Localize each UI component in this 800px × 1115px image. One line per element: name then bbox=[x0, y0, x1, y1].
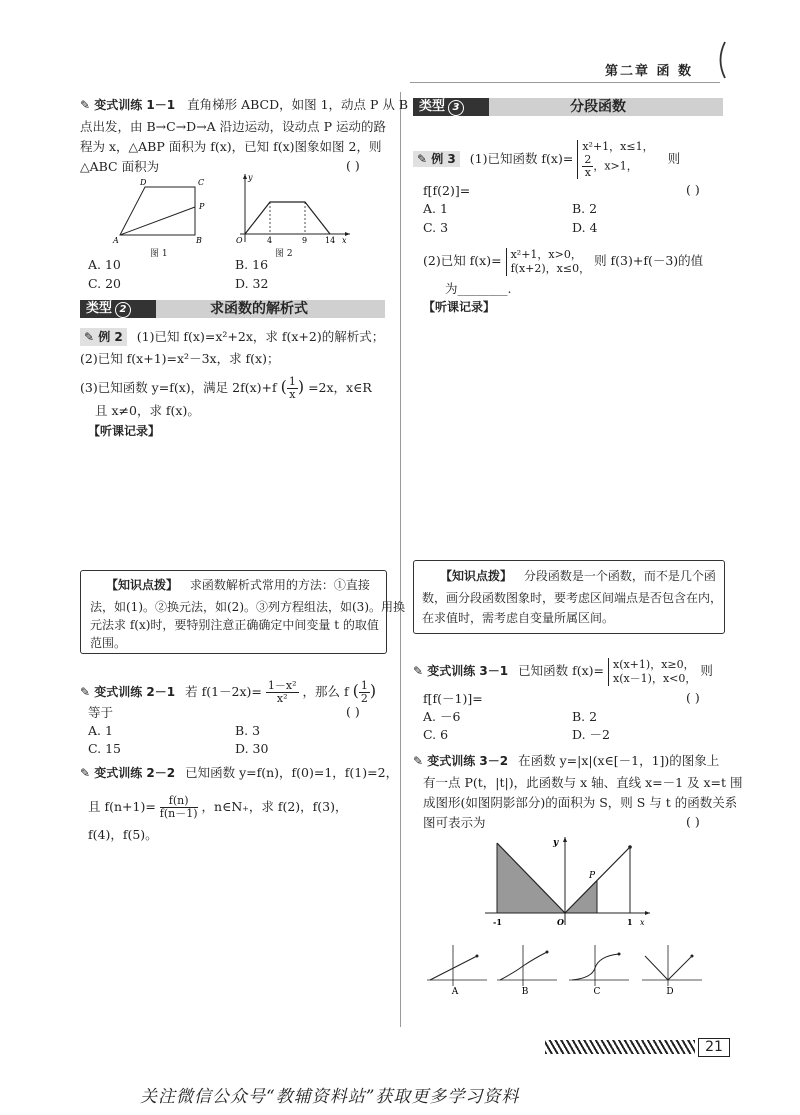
svg-text:O: O bbox=[557, 917, 564, 927]
option-c[interactable]: C. 6 bbox=[423, 727, 449, 742]
v31-line2: f[f(－1)]= bbox=[423, 691, 483, 706]
svg-text:x: x bbox=[640, 918, 645, 927]
tip-line2: 法，如(1)。②换元法，如(2)。③列方程组法，如(3)。用换 bbox=[90, 600, 405, 614]
option-a[interactable]: A. 10 bbox=[88, 257, 121, 272]
piecewise-definition: x²+1，x≤1， $\frac{2}{x}$ ，x>1， bbox=[577, 140, 653, 179]
svg-text:A: A bbox=[451, 987, 459, 997]
ex3-line2: f[f(2)]= bbox=[423, 183, 471, 198]
svg-text:C: C bbox=[593, 987, 601, 997]
v11-line1: 直角梯形 ABCD，如图 1，动点 P 从 B bbox=[187, 97, 409, 112]
svg-text:1: 1 bbox=[627, 917, 633, 927]
v22-line2: 且 f(n+1)= $\frac{f(n)}{f(n-1)}$ ，n∈N₊，求 f(2)，f(3)， bbox=[88, 794, 348, 820]
option-d[interactable]: D. －2 bbox=[572, 727, 610, 742]
page-number: 21 bbox=[698, 1038, 730, 1057]
variant-3-2: ✎ 变式训练 3－2 在函数 y=|x|(x∈[－1，1])的图象上 bbox=[413, 753, 720, 768]
v11-line2: 点出发，由 B→C→D→A 沿边运动，设动点 P 运动的路 bbox=[80, 119, 387, 134]
option-c[interactable]: C. 3 bbox=[423, 220, 449, 235]
fig1-label: P bbox=[199, 202, 205, 211]
option-d[interactable]: D. 30 bbox=[235, 741, 269, 756]
option-a[interactable]: A. 1 bbox=[423, 201, 448, 216]
tip-line1: 【知识点拨】 求函数解析式常用的方法：①直接 bbox=[106, 578, 370, 592]
example-2: ✎ 例 2 (1)已知 f(x)=x²+2x，求 f(x+2)的解析式； bbox=[80, 328, 384, 346]
ex2-line4: 且 x≠0，求 f(x)。 bbox=[95, 403, 200, 418]
figure-2-caption: 图 2 bbox=[275, 249, 293, 259]
variant-2-2: ✎ 变式训练 2－2 已知函数 y=f(n)，f(0)=1，f(1)=2， bbox=[80, 765, 399, 780]
option-c[interactable]: C. 20 bbox=[88, 276, 121, 291]
figure-1-caption: 图 1 bbox=[150, 249, 168, 259]
header-rule bbox=[410, 82, 720, 83]
svg-text:9: 9 bbox=[302, 236, 308, 245]
example-badge: ✎ 例 3 bbox=[413, 151, 460, 167]
svg-text:y: y bbox=[553, 838, 559, 848]
figure-2-graph bbox=[225, 170, 355, 248]
svg-text:x: x bbox=[342, 236, 347, 245]
answer-paren: ( ) bbox=[686, 690, 700, 705]
v32-line3: 成图形(如图阴影部分)的面积为 S，则 S 与 t 的函数关系 bbox=[423, 795, 738, 810]
tip-line2: 数，画分段函数图象时，要考虑区间端点是否包含在内， bbox=[422, 591, 723, 605]
tip-line1: 【知识点拨】 分段函数是一个函数，而不是几个函 bbox=[440, 569, 716, 583]
fig1-label: A bbox=[113, 236, 119, 245]
option-b[interactable]: B. 2 bbox=[572, 201, 598, 216]
variant-badge: ✎ 变式训练 2－2 bbox=[80, 766, 176, 780]
ex2-line2: (2)已知 f(x+1)=x²－3x，求 f(x)； bbox=[80, 351, 280, 366]
svg-text:P: P bbox=[589, 871, 596, 881]
footer-note: 关注微信公众号“教辅资料站”获取更多学习资料 bbox=[140, 1087, 520, 1107]
choice-graph-c[interactable] bbox=[567, 942, 632, 997]
variant-badge: ✎ 变式训练 3－1 bbox=[413, 664, 509, 678]
svg-text:4: 4 bbox=[267, 236, 273, 245]
svg-text:D: D bbox=[666, 987, 674, 997]
ex3-part2: (2)已知 f(x)= x²+1，x>0， f(x+2)，x≤0， 则 f(3)+f(－3)的值 bbox=[423, 247, 704, 275]
ex3-blank: 为________. bbox=[445, 281, 512, 296]
v21-line2: 等于 bbox=[88, 705, 114, 720]
option-c[interactable]: C. 15 bbox=[88, 741, 121, 756]
option-a[interactable]: A. －6 bbox=[423, 709, 461, 724]
variant-badge: ✎ 变式训练 2－1 bbox=[80, 685, 176, 699]
page-number-stripe bbox=[545, 1040, 695, 1054]
choice-graph-b[interactable] bbox=[495, 942, 560, 997]
ex2-line3: (3)已知函数 y=f(x)，满足 2f(x)+f ( $\frac{1}{x}$ ) =2x，x∈R bbox=[80, 375, 372, 401]
variant-badge: ✎ 变式训练 3－2 bbox=[413, 754, 509, 768]
tip-line4: 范围。 bbox=[90, 636, 127, 650]
v22-line3: f(4)，f(5)。 bbox=[88, 827, 158, 842]
fig1-label: B bbox=[196, 236, 202, 245]
answer-paren: ( ) bbox=[686, 814, 700, 829]
abs-value-graph bbox=[485, 835, 655, 930]
type-3-tag: 类型 3 bbox=[413, 98, 489, 116]
header-curve bbox=[714, 40, 728, 83]
choice-graph-d[interactable] bbox=[640, 942, 705, 997]
figure-1-trapezoid bbox=[110, 175, 220, 245]
svg-text:B: B bbox=[521, 987, 529, 997]
variant-badge: ✎ 变式训练 1－1 bbox=[80, 98, 176, 112]
svg-text:14: 14 bbox=[325, 236, 336, 245]
svg-text:-1: -1 bbox=[493, 917, 502, 927]
example-badge: ✎ 例 2 bbox=[80, 328, 127, 346]
option-d[interactable]: D. 32 bbox=[235, 276, 269, 291]
v32-line2: 有一点 P(t，|t|)，此函数与 x 轴、直线 x=－1 及 x=t 围 bbox=[423, 775, 743, 790]
svg-text:y: y bbox=[248, 173, 253, 182]
v11-line3: 程为 x，△ABP 面积为 f(x)，已知 f(x)图象如图 2，则 bbox=[80, 139, 382, 154]
variant-2-1: ✎ 变式训练 2－1 若 f(1－2x)= $\frac{\text{1－x²}}{\text{x²}}$ ，那么 f ( $\frac{1}{2}$ ) bbox=[80, 679, 377, 705]
option-a[interactable]: A. 1 bbox=[88, 723, 113, 738]
type-2-tag: 类型 2 bbox=[80, 300, 156, 318]
answer-paren: ( ) bbox=[346, 704, 360, 719]
lecture-notes-label: 【听课记录】 bbox=[423, 300, 496, 314]
column-divider bbox=[400, 92, 401, 1027]
svg-text:O: O bbox=[236, 236, 243, 245]
answer-paren: ( ) bbox=[686, 182, 700, 197]
variant-1-1 bbox=[80, 96, 408, 114]
chapter-header: 第二章 函 数 bbox=[605, 64, 694, 79]
v11-line4: △ABC 面积为 bbox=[80, 159, 160, 174]
answer-paren: ( ) bbox=[346, 158, 360, 173]
option-b[interactable]: B. 2 bbox=[572, 709, 598, 724]
option-d[interactable]: D. 4 bbox=[572, 220, 598, 235]
choice-graph-a[interactable] bbox=[425, 942, 490, 997]
fig1-label: C bbox=[198, 178, 205, 187]
type-2-title: 求函数的解析式 bbox=[210, 301, 308, 317]
variant-3-1: ✎ 变式训练 3－1 已知函数 f(x)= x(x+1)，x≥0， x(x－1)，x<0， 则 bbox=[413, 657, 713, 685]
type-3-title: 分段函数 bbox=[570, 99, 626, 115]
lecture-notes-label: 【听课记录】 bbox=[88, 424, 161, 438]
option-b[interactable]: B. 16 bbox=[235, 257, 269, 272]
tip-line3: 元法求 f(x)时，要特别注意正确确定中间变量 t 的取值 bbox=[90, 618, 379, 632]
tip-line3: 在求值时，需考虑自变量所属区间。 bbox=[422, 611, 615, 625]
example-3: ✎ 例 3 (1)已知函数 f(x)= x²+1，x≤1， $\frac{2}{x}$ ，x>1， 则 bbox=[413, 140, 680, 179]
v32-line4: 图可表示为 bbox=[423, 815, 486, 830]
option-b[interactable]: B. 3 bbox=[235, 723, 261, 738]
fig1-label: D bbox=[140, 178, 147, 187]
